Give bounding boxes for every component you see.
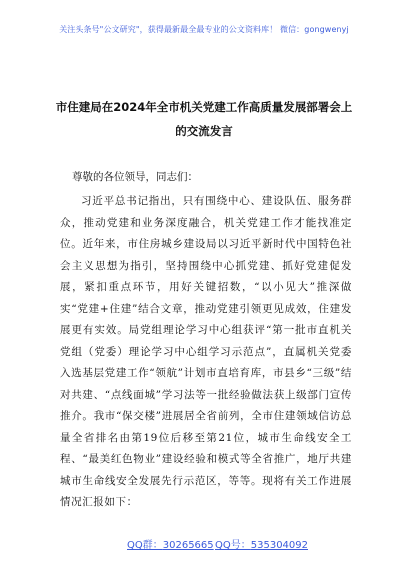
document-title-line-2: 的交流发言 [175, 124, 233, 138]
qq-number-contact [215, 536, 308, 551]
salutation: 尊敬的各位领导，同志们： [72, 171, 198, 183]
header-banner: 关注头条号"公文研究"，获得最新最全最专业的公文资料库！ 微信：gongwenyj [59, 25, 349, 34]
qq-number-value[interactable]: 535304092 [250, 540, 309, 551]
qq-group-contact [127, 536, 214, 551]
qq-group-label: QQ群： [127, 540, 163, 551]
document-title-line-1: 市住建局在2024年全市机关党建工作高质量发展部署会上 [55, 100, 353, 114]
body-paragraph: 习近平总书记指出，只有围绕中心、建设队伍、服务群众，推动党建和业务深度融合，机关党建工作才能找准定位。近年来，市住房城乡建设局以习近平新时代中国特色社会主义思想为指引，坚持围绕中心抓党建、抓好党建促发展，紧扣重点环节，用好关键招数，“以小见大”推深做实“党建+住建”结合文章，推动党建引领更见成效，住建发展更有实效。局党组理论学习中心组获评“第一批市直机关党组（党委）理论学习中心组学习示范点”，直属机关党委入选基层党建工作“领航”计划市直培育库，市县乡“三级”结对共建、“点线面城”学习法等一批经验做法获上级部门宣传推介。我市“保交楼”进展居全省前列，全市住建领域信访总量全省排名由第19位后移至第21位，城市生命线安全工程、“最美红色物业”建设经验和模式等全省推广，地厅共建城市生命线安全发展先行示范区，等等。现将有关工作进展情况汇报如下： [60, 195, 352, 508]
qq-group-number[interactable]: 30265665 [162, 540, 214, 551]
qq-number-label: QQ号： [215, 540, 251, 551]
